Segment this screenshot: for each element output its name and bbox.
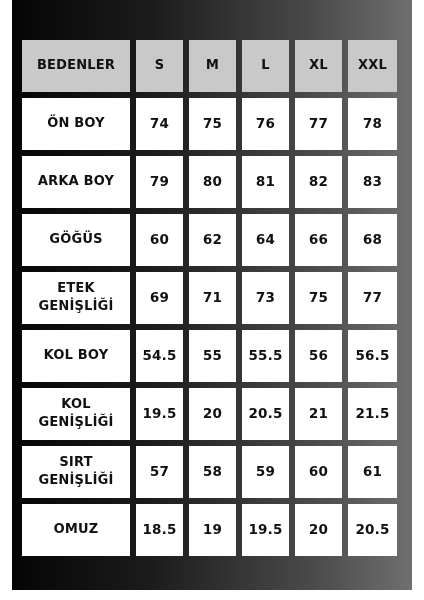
header-cell-l: L: [242, 40, 289, 92]
value-cell: 21.5: [348, 388, 397, 440]
value-cell: 19.5: [242, 504, 289, 556]
value-cell: 69: [136, 272, 183, 324]
row-label-text: ETEK GENİŞLİĞİ: [38, 281, 114, 314]
value-cell: 80: [189, 156, 236, 208]
value-cell: 21: [295, 388, 342, 440]
value-cell: 64: [242, 214, 289, 266]
value-cell: 20: [189, 388, 236, 440]
value-cell: 66: [295, 214, 342, 266]
row-label-kol-boy: [22, 330, 130, 382]
header-cell-bedenler: BEDENLER: [22, 40, 130, 92]
value-cell: 20: [295, 504, 342, 556]
header-cell-s: S: [136, 40, 183, 92]
value-cell: 55.5: [242, 330, 289, 382]
value-cell: 75: [295, 272, 342, 324]
value-cell: 20.5: [242, 388, 289, 440]
row-label-text: KOL BOY: [43, 348, 109, 364]
value-cell: 56: [295, 330, 342, 382]
row-label-gogus: [22, 214, 130, 266]
value-cell: 75: [189, 98, 236, 150]
value-cell: 78: [348, 98, 397, 150]
header-cell-xl: XL: [295, 40, 342, 92]
value-cell: 71: [189, 272, 236, 324]
value-cell: 82: [295, 156, 342, 208]
value-cell: 77: [348, 272, 397, 324]
row-label-etek-genisligi: [22, 272, 130, 324]
size-chart-table: [22, 40, 403, 556]
value-cell: 18.5: [136, 504, 183, 556]
value-cell: 20.5: [348, 504, 397, 556]
value-cell: 60: [295, 446, 342, 498]
row-label-text: SIRT GENİŞLİĞİ: [38, 455, 114, 488]
value-cell: 60: [136, 214, 183, 266]
row-label-text: KOL GENİŞLİĞİ: [38, 397, 114, 430]
value-cell: 59: [242, 446, 289, 498]
value-cell: 83: [348, 156, 397, 208]
value-cell: 54.5: [136, 330, 183, 382]
row-label-omuz: [22, 504, 130, 556]
header-cell-xxl: XXL: [348, 40, 397, 92]
value-cell: 76: [242, 98, 289, 150]
row-label-text: ARKA BOY: [37, 174, 115, 190]
value-cell: 81: [242, 156, 289, 208]
value-cell: 73: [242, 272, 289, 324]
value-cell: 62: [189, 214, 236, 266]
row-label-text: ÖN BOY: [47, 116, 105, 132]
row-label-text: GÖĞÜS: [49, 232, 103, 248]
value-cell: 58: [189, 446, 236, 498]
row-label-on-boy: [22, 98, 130, 150]
value-cell: 55: [189, 330, 236, 382]
row-label-arka-boy: [22, 156, 130, 208]
row-label-kol-genisligi: [22, 388, 130, 440]
value-cell: 68: [348, 214, 397, 266]
value-cell: 19: [189, 504, 236, 556]
value-cell: 77: [295, 98, 342, 150]
value-cell: 74: [136, 98, 183, 150]
header-cell-m: M: [189, 40, 236, 92]
row-label-sirt-genisligi: [22, 446, 130, 498]
value-cell: 79: [136, 156, 183, 208]
row-label-text: OMUZ: [53, 522, 99, 538]
value-cell: 61: [348, 446, 397, 498]
value-cell: 57: [136, 446, 183, 498]
value-cell: 56.5: [348, 330, 397, 382]
value-cell: 19.5: [136, 388, 183, 440]
